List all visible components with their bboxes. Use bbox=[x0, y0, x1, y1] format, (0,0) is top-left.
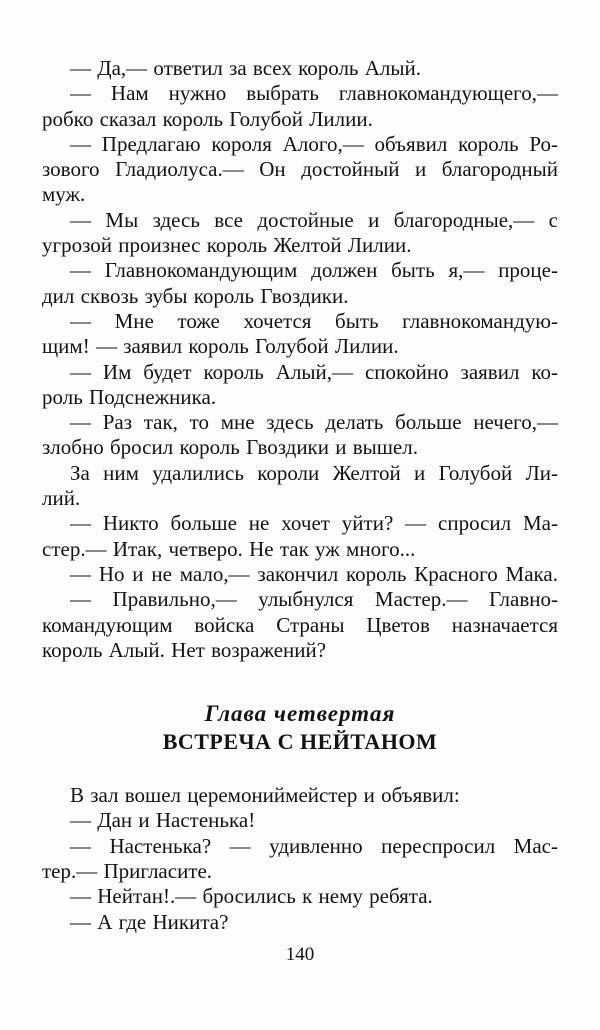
text-line: щим! — заявил король Голубой Лилии. bbox=[42, 334, 399, 359]
text-line: — Но и не мало,— закончил король Красного Мака. bbox=[70, 561, 558, 586]
text-line: злобно бросил король Гвоздики и вышел. bbox=[42, 435, 418, 460]
body-text-block-2 bbox=[42, 783, 558, 935]
text-line: стер.— Итак, четверо. Не так уж много... bbox=[42, 536, 416, 561]
text-line: робко сказал король Голубой Лилии. bbox=[42, 106, 373, 131]
page-number: 140 bbox=[285, 943, 315, 965]
text-line: угрозой произнес король Желтой Лилии. bbox=[42, 233, 412, 258]
text-line: — Никто больше не хочет уйти? — спросил Ма- bbox=[70, 511, 558, 536]
text-line: тер.— Пригласите. bbox=[42, 859, 213, 884]
text-line: — Нам нужно выбрать главнокомандующего,— bbox=[70, 81, 558, 106]
chapter-subtitle: Глава четвертая bbox=[204, 701, 396, 727]
text-line: лий. bbox=[42, 486, 81, 511]
text-line: — Да,— ответил за всех король Алый. bbox=[70, 56, 421, 80]
body-text-block-1 bbox=[42, 56, 558, 663]
text-line: За ним удалились короли Желтой и Голубой Ли- bbox=[70, 460, 558, 485]
text-line: дил сквозь зубы король Гвоздики. bbox=[42, 283, 349, 308]
text-line: — Раз так, то мне здесь делать больше нечего,— bbox=[70, 410, 558, 435]
text-line: — Настенька? — удивленно переспросил Мас- bbox=[70, 833, 558, 858]
text-line: командующим войска Страны Цветов назначается bbox=[42, 612, 558, 637]
text-line: В зал вошел церемониймейстер и объявил: bbox=[70, 783, 460, 808]
chapter-title: ВСТРЕЧА С НЕЙТАНОМ bbox=[162, 729, 438, 755]
text-line: — Правильно,— улыбнулся Мастер.— Главно- bbox=[70, 587, 558, 612]
text-line: король Алый. Нет возражений? bbox=[42, 637, 327, 662]
text-line: — Дан и Настенька! bbox=[70, 808, 256, 833]
chapter-heading bbox=[42, 700, 558, 756]
text-line: — Предлагаю короля Алого,— объявил король Ро- bbox=[70, 131, 558, 156]
text-line: роль Подснежника. bbox=[42, 384, 217, 409]
text-line: — А где Никита? bbox=[70, 909, 229, 934]
text-line: — Мне тоже хочется быть главнокомандую- bbox=[70, 308, 558, 333]
text-line: — Нейтан!.— бросились к нему ребята. bbox=[70, 884, 433, 909]
text-line: — Главнокомандующим должен быть я,— проце- bbox=[70, 258, 558, 283]
text-line: — Им будет король Алый,— спокойно заявил ко- bbox=[70, 359, 558, 384]
text-line: муж. bbox=[42, 182, 86, 207]
text-line: зового Гладиолуса.— Он достойный и благородный bbox=[42, 157, 558, 182]
text-line: — Мы здесь все достойные и благородные,— с bbox=[70, 207, 558, 232]
